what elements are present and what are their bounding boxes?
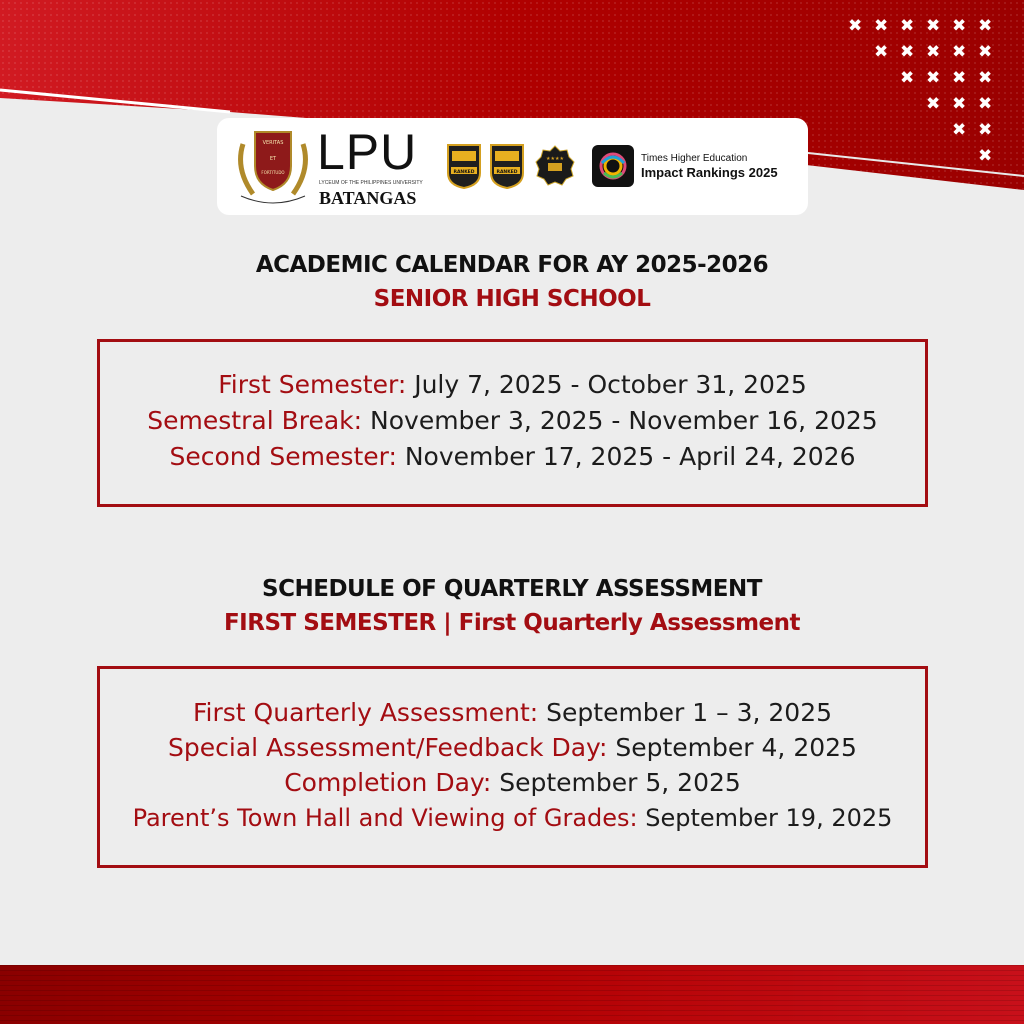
x-mark-icon: ✖ [874,16,889,36]
calendar-subtitle: SENIOR HIGH SCHOOL [373,286,651,312]
semester-dates: November 17, 2025 - April 24, 2026 [396,442,856,471]
x-mark-icon: ✖ [952,68,967,88]
x-mark-icon: ✖ [926,68,941,88]
x-mark-icon: ✖ [900,16,915,36]
x-mark-icon: ✖ [978,94,993,114]
semester-label: First Semester: [218,370,407,399]
band-stripe [0,965,1024,966]
assessment-label: Special Assessment/Feedback Day: [168,733,608,762]
x-mark-icon: ✖ [978,120,993,140]
band-stripe [0,1000,1024,1001]
assessment-date: September 19, 2025 [637,804,893,832]
semester-dates: November 3, 2025 - November 16, 2025 [362,406,878,435]
ranking-badge-1-icon [446,143,482,189]
lpu-crest-logo [235,124,311,208]
bottom-banner [0,965,1024,1024]
assessment-subtitle: FIRST SEMESTER | First Quarterly Assessment [223,610,801,636]
x-mark-icon: ✖ [978,42,993,62]
svg-text:FORTITUDO: FORTITUDO [261,170,285,175]
band-stripe [0,970,1024,971]
assessment-line-2 [100,733,925,762]
the-rankings-org: Times Higher Education [641,153,748,164]
lpu-brand-text: LPU [317,124,418,180]
assessment-date: September 1 – 3, 2025 [538,698,833,727]
x-pattern-decoration [848,18,1008,168]
x-mark-icon: ✖ [900,42,915,62]
logo-card [217,118,808,215]
band-stripe [0,990,1024,991]
assessment-line-1 [100,698,925,727]
x-mark-icon: ✖ [926,16,941,36]
semester-line-1 [100,370,925,399]
x-mark-icon: ✖ [978,68,993,88]
assessment-dates-box [97,666,928,868]
x-mark-icon: ✖ [952,94,967,114]
ranking-badge-2-icon [489,143,525,189]
lpu-campus-name: BATANGAS [319,188,417,208]
band-stripe [0,980,1024,981]
the-rankings-title: Impact Rankings 2025 [641,165,778,180]
semester-line-2 [100,406,925,435]
assessment-date: September 4, 2025 [607,733,857,762]
assessment-date: September 5, 2025 [491,768,741,797]
assessment-title: SCHEDULE OF QUARTERLY ASSESSMENT [262,576,762,602]
svg-text:VERITAS: VERITAS [262,140,284,146]
times-higher-education-logo [592,145,634,187]
band-stripe [0,995,1024,996]
assessment-label: Parent’s Town Hall and Viewing of Grades: [132,804,638,832]
x-mark-icon: ✖ [926,94,941,114]
x-mark-icon: ✖ [978,146,993,166]
semester-dates-box [97,339,928,507]
band-stripe [0,1010,1024,1011]
x-mark-icon: ✖ [952,120,967,140]
semester-label: Second Semester: [169,442,397,471]
x-mark-icon: ✖ [952,42,967,62]
calendar-title: ACADEMIC CALENDAR FOR AY 2025-2026 [255,252,769,278]
band-stripe [0,985,1024,986]
star-rating-seal-icon [535,145,575,187]
lpu-university-name: LYCEUM OF THE PHILIPPINES UNIVERSITY [319,180,423,186]
semester-dates: July 7, 2025 - October 31, 2025 [406,370,807,399]
svg-text:RANKED: RANKED [496,170,518,175]
svg-text:ET: ET [269,156,277,162]
assessment-label: Completion Day: [284,768,492,797]
assessment-label: First Quarterly Assessment: [192,698,539,727]
band-stripe [0,1015,1024,1016]
assessment-line-3 [100,768,925,797]
band-stripe [0,975,1024,976]
x-mark-icon: ✖ [926,42,941,62]
svg-text:RANKED: RANKED [453,170,475,175]
semester-label: Semestral Break: [147,406,363,435]
semester-line-3 [100,442,925,471]
x-mark-icon: ✖ [848,16,863,36]
svg-text:★★★★: ★★★★ [546,156,564,162]
x-mark-icon: ✖ [978,16,993,36]
band-stripe [0,1020,1024,1021]
x-mark-icon: ✖ [952,16,967,36]
x-mark-icon: ✖ [900,68,915,88]
band-stripe [0,1005,1024,1006]
x-mark-icon: ✖ [874,42,889,62]
assessment-line-4 [100,804,925,832]
